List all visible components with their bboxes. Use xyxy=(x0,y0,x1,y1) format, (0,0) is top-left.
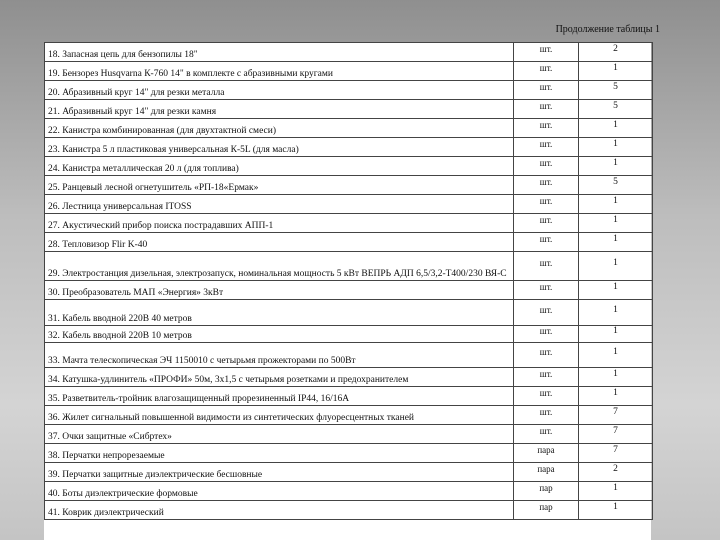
quantity-cell xyxy=(579,444,653,463)
item-name-cell: 36. Жилет сигнальный повышенной видимости из синтетических флуоресцентных тканей xyxy=(45,406,514,425)
quantity-cell xyxy=(579,100,653,119)
quantity-text: 1 xyxy=(613,63,618,73)
item-name-cell: 39. Перчатки защитные диэлектрические бесшовные xyxy=(45,463,514,482)
quantity-text: 7 xyxy=(613,407,618,417)
quantity-text: 1 xyxy=(613,502,618,512)
item-name-cell: 37. Очки защитные «Сибртех» xyxy=(45,425,514,444)
table-row xyxy=(45,326,653,343)
table-row xyxy=(45,233,653,252)
table-row xyxy=(45,62,653,81)
unit-cell xyxy=(514,195,579,214)
unit-text: шт. xyxy=(539,139,553,149)
quantity-text: 5 xyxy=(613,177,618,187)
unit-text: шт. xyxy=(539,215,553,225)
item-name-cell: 31. Кабель вводной 220В 40 метров xyxy=(45,300,514,326)
unit-text: шт. xyxy=(539,44,553,54)
unit-text: шт. xyxy=(539,196,553,206)
unit-text: шт. xyxy=(539,369,553,379)
item-name-cell: 38. Перчатки непрорезаемые xyxy=(45,444,514,463)
item-name-cell: 35. Разветвитель-тройник влагозащищенный прорезиненный IP44, 16/16А xyxy=(45,387,514,406)
quantity-text: 1 xyxy=(613,369,618,379)
table-row xyxy=(45,176,653,195)
quantity-cell xyxy=(579,214,653,233)
unit-text: пар xyxy=(539,502,553,512)
item-name-cell: 33. Мачта телескопическая ЭЧ 1150010 с четырьмя прожекторами по 500Вт xyxy=(45,343,514,368)
item-name-cell: 28. Тепловизор Flir K-40 xyxy=(45,233,514,252)
unit-cell xyxy=(514,62,579,81)
unit-cell xyxy=(514,214,579,233)
unit-cell xyxy=(514,252,579,281)
unit-cell xyxy=(514,482,579,501)
equipment-table-body xyxy=(45,43,653,520)
unit-text: шт. xyxy=(539,426,553,436)
table-continuation-heading: Продолжение таблицы 1 xyxy=(555,24,660,35)
quantity-cell xyxy=(579,326,653,343)
quantity-text: 1 xyxy=(613,139,618,149)
unit-text: шт. xyxy=(539,82,553,92)
quantity-cell xyxy=(579,157,653,176)
table-row xyxy=(45,195,653,214)
item-name-cell: 19. Бензорез Husqvarna К-760 14" в комплекте с абразивными кругами xyxy=(45,62,514,81)
item-name-cell: 22. Канистра комбинированная (для двухтактной смеси) xyxy=(45,119,514,138)
quantity-cell xyxy=(579,176,653,195)
unit-cell xyxy=(514,387,579,406)
quantity-text: 1 xyxy=(613,282,618,292)
table-row xyxy=(45,343,653,368)
unit-cell xyxy=(514,233,579,252)
quantity-cell xyxy=(579,387,653,406)
quantity-cell xyxy=(579,81,653,100)
item-name-cell: 32. Кабель вводной 220В 10 метров xyxy=(45,326,514,343)
unit-text: шт. xyxy=(539,234,553,244)
quantity-text: 1 xyxy=(613,234,618,244)
item-name-cell: 26. Лестница универсальная ITOSS xyxy=(45,195,514,214)
table-row xyxy=(45,214,653,233)
quantity-cell xyxy=(579,482,653,501)
quantity-cell xyxy=(579,233,653,252)
table-row xyxy=(45,100,653,119)
table-row xyxy=(45,300,653,326)
quantity-cell xyxy=(579,343,653,368)
unit-text: шт. xyxy=(539,158,553,168)
quantity-text: 7 xyxy=(613,426,618,436)
item-name-cell: 30. Преобразователь МАП «Энергия» 3кВт xyxy=(45,281,514,300)
quantity-cell xyxy=(579,62,653,81)
unit-text: шт. xyxy=(539,258,553,268)
unit-text: шт. xyxy=(539,407,553,417)
unit-text: пара xyxy=(537,464,555,474)
quantity-text: 1 xyxy=(613,347,618,357)
unit-text: шт. xyxy=(539,63,553,73)
table-row xyxy=(45,482,653,501)
table-row xyxy=(45,138,653,157)
unit-text: пар xyxy=(539,483,553,493)
unit-cell xyxy=(514,463,579,482)
unit-text: шт. xyxy=(539,282,553,292)
unit-cell xyxy=(514,119,579,138)
quantity-cell xyxy=(579,43,653,62)
unit-cell xyxy=(514,444,579,463)
quantity-text: 2 xyxy=(613,44,618,54)
quantity-cell xyxy=(579,368,653,387)
table-row xyxy=(45,425,653,444)
item-name-cell: 21. Абразивный круг 14" для резки камня xyxy=(45,100,514,119)
quantity-text: 7 xyxy=(613,445,618,455)
unit-cell xyxy=(514,138,579,157)
unit-text: шт. xyxy=(539,120,553,130)
quantity-cell xyxy=(579,195,653,214)
quantity-text: 1 xyxy=(613,388,618,398)
unit-text: шт. xyxy=(539,177,553,187)
unit-text: шт. xyxy=(539,101,553,111)
quantity-text: 1 xyxy=(613,158,618,168)
equipment-table xyxy=(44,42,653,520)
table-row xyxy=(45,43,653,62)
quantity-text: 1 xyxy=(613,196,618,206)
quantity-cell xyxy=(579,425,653,444)
item-name-cell: 40. Боты диэлектрические формовые xyxy=(45,482,514,501)
quantity-cell xyxy=(579,138,653,157)
table-row xyxy=(45,463,653,482)
unit-cell xyxy=(514,43,579,62)
quantity-text: 1 xyxy=(613,483,618,493)
table-row xyxy=(45,119,653,138)
quantity-cell xyxy=(579,281,653,300)
item-name-cell: 23. Канистра 5 л пластиковая универсальная К-5L (для масла) xyxy=(45,138,514,157)
quantity-text: 2 xyxy=(613,464,618,474)
item-name-cell: 18. Запасная цепь для бензопилы 18" xyxy=(45,43,514,62)
item-name-cell: 29. Электростанция дизельная, электрозапуск, номинальная мощность 5 кВт ВЕПРЬ АДП 6,5/3,2-Т400/230 ВЯ-С xyxy=(45,252,514,281)
item-name-cell: 24. Канистра металлическая 20 л (для топлива) xyxy=(45,157,514,176)
unit-text: шт. xyxy=(539,326,553,336)
table-row xyxy=(45,368,653,387)
unit-cell xyxy=(514,501,579,520)
quantity-cell xyxy=(579,406,653,425)
item-name-cell: 25. Ранцевый лесной огнетушитель «РП-18«Ермак» xyxy=(45,176,514,195)
quantity-text: 5 xyxy=(613,101,618,111)
quantity-text: 5 xyxy=(613,82,618,92)
quantity-text: 1 xyxy=(613,215,618,225)
quantity-cell xyxy=(579,463,653,482)
quantity-text: 1 xyxy=(613,304,618,315)
unit-cell xyxy=(514,281,579,300)
table-row xyxy=(45,501,653,520)
quantity-cell xyxy=(579,252,653,281)
item-name-cell: 41. Коврик диэлектрический xyxy=(45,501,514,520)
item-name-cell: 27. Акустический прибор поиска пострадавших АПП-1 xyxy=(45,214,514,233)
table-row xyxy=(45,387,653,406)
unit-cell xyxy=(514,368,579,387)
quantity-cell xyxy=(579,501,653,520)
item-name-cell: 20. Абразивный круг 14" для резки металла xyxy=(45,81,514,100)
quantity-cell xyxy=(579,300,653,326)
unit-cell xyxy=(514,81,579,100)
item-name-cell: 34. Катушка-удлинитель «ПРОФИ» 50м, 3х1,5 с четырьмя розетками и предохранителем xyxy=(45,368,514,387)
unit-text: шт. xyxy=(539,304,553,315)
quantity-cell xyxy=(579,119,653,138)
unit-cell xyxy=(514,157,579,176)
quantity-text: 1 xyxy=(613,258,618,268)
unit-cell xyxy=(514,100,579,119)
unit-cell xyxy=(514,176,579,195)
quantity-text: 1 xyxy=(613,326,618,336)
unit-cell xyxy=(514,425,579,444)
unit-cell xyxy=(514,326,579,343)
equipment-table-container xyxy=(44,42,651,540)
quantity-text: 1 xyxy=(613,120,618,130)
unit-cell xyxy=(514,300,579,326)
unit-text: шт. xyxy=(539,347,553,357)
unit-cell xyxy=(514,406,579,425)
table-row xyxy=(45,252,653,281)
table-row xyxy=(45,157,653,176)
unit-cell xyxy=(514,343,579,368)
unit-text: шт. xyxy=(539,388,553,398)
table-row xyxy=(45,281,653,300)
table-row xyxy=(45,406,653,425)
unit-text: пара xyxy=(537,445,555,455)
table-row xyxy=(45,81,653,100)
table-row xyxy=(45,444,653,463)
